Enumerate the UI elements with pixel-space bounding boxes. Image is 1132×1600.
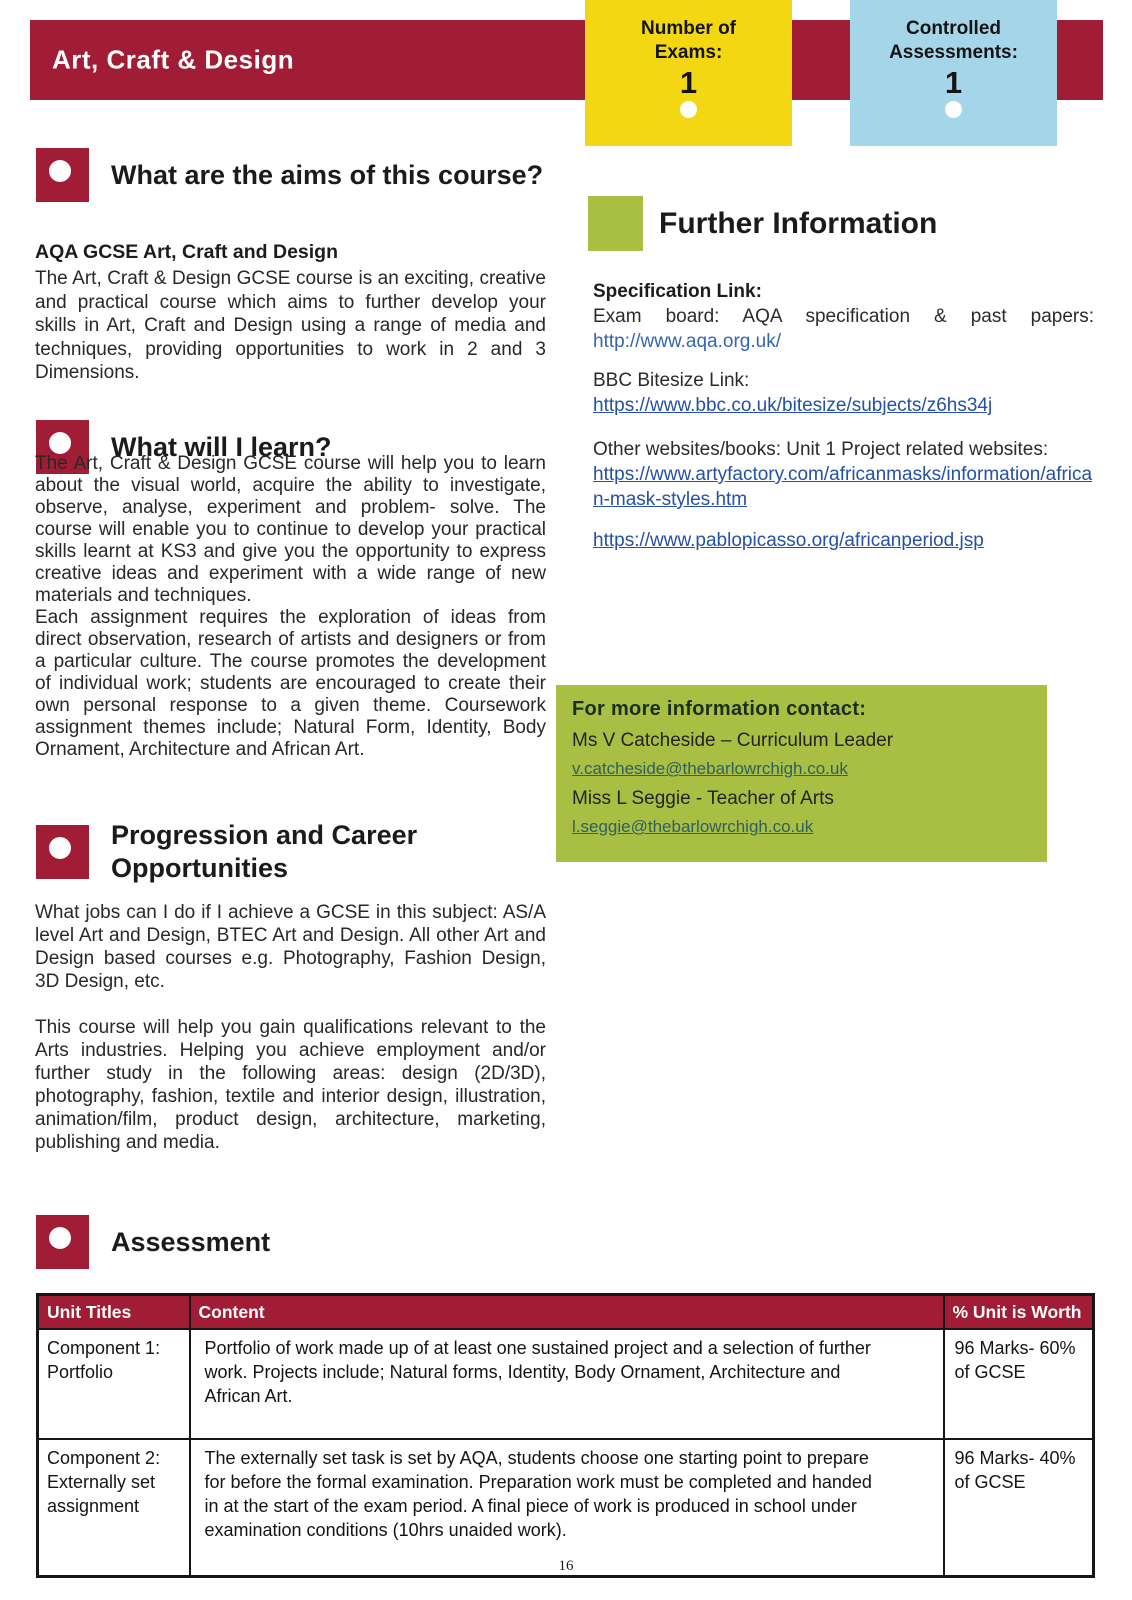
exams-label-line1: Number of <box>641 18 736 39</box>
bullet-circle-icon <box>49 1227 71 1249</box>
column-header-content: Content <box>190 1295 944 1330</box>
pablopicasso-block <box>593 528 1094 553</box>
content-cell: Portfolio of work made up of at least one sustained project and a selection of further work. Projects include; Natural forms, Identity, Body Ornament, Architecture and African Art. <box>190 1329 944 1439</box>
exams-label-line2: Exams: <box>654 42 723 63</box>
aims-subheading: AQA GCSE Art, Craft and Design <box>35 241 339 263</box>
learn-body <box>35 453 546 761</box>
assessment-heading: Assessment <box>111 1226 271 1257</box>
contact-person-1: Ms V Catcheside – Curriculum Leader <box>572 730 894 751</box>
aqa-link[interactable]: http://www.aqa.org.uk/ <box>593 331 781 352</box>
section-bullet-icon <box>36 1215 89 1269</box>
controlled-label-line1: Controlled <box>906 18 1001 39</box>
bbc-label: BBC Bitesize Link: <box>593 370 750 391</box>
specification-text: Exam board: AQA specification & past papers: <box>593 306 1094 327</box>
bbc-bitesize-link[interactable]: https://www.bbc.co.uk/bitesize/subjects/z6hs34j <box>593 395 993 416</box>
unit-cell: Component 1: Portfolio <box>38 1329 190 1439</box>
section-bullet-icon <box>36 825 89 879</box>
worth-cell: 96 Marks- 40% of GCSE <box>944 1439 1094 1577</box>
contact-email-1[interactable]: v.catcheside@thebarlowrchigh.co.uk <box>572 759 848 778</box>
section-header-progression <box>36 819 441 885</box>
white-dot-icon <box>945 101 962 118</box>
artyfactory-link[interactable]: https://www.artyfactory.com/africanmasks/information/african-mask-styles.htm <box>593 464 1093 510</box>
controlled-label-line2: Assessments: <box>889 42 1018 63</box>
contact-email-2[interactable]: l.seggie@thebarlowrchigh.co.uk <box>572 817 814 836</box>
section-header-aims <box>36 148 543 202</box>
content-cell: The externally set task is set by AQA, students choose one starting point to prepare for before the formal examination. Preparation work must be completed and handed in at the start of the exam period. A final piece of work is produced in school under examination conditions (10hrs unaided work). <box>190 1439 944 1577</box>
progression-body-1: What jobs can I do if I achieve a GCSE in this subject: AS/A level Art and Design, BTEC Art and Design. All other Art and Design based courses e.g. Photography, Fashion Design, 3D Design, etc. <box>35 902 546 992</box>
specification-label: Specification Link: <box>593 281 762 302</box>
page-title: Art, Craft & Design <box>52 44 295 75</box>
other-websites-label: Other websites/books: Unit 1 Project related websites: <box>593 439 1049 460</box>
bullet-circle-icon <box>49 160 71 182</box>
further-info-heading: Further Information <box>659 207 938 240</box>
green-square-icon <box>588 196 643 251</box>
table-header-row <box>38 1295 1094 1330</box>
column-header-unit-titles: Unit Titles <box>38 1295 190 1330</box>
unit-cell: Component 2: Externally set assignment <box>38 1439 190 1577</box>
contact-box <box>556 685 1047 862</box>
learn-paragraph-2: Each assignment requires the exploration of ideas from direct observation, research of artists and designers or from a particular culture. The course promotes the development of individual work; students are encouraged to create their own personal response to a given theme. Coursework assignment themes include; Natural Form, Identity, Body Ornament, Architecture and African Art. <box>35 607 546 760</box>
exams-count: 1 <box>679 65 698 100</box>
section-header-assessment <box>36 1215 270 1269</box>
table-row <box>38 1329 1094 1439</box>
bullet-circle-icon <box>49 432 71 454</box>
learn-paragraph-1: The Art, Craft & Design GCSE course will help you to learn about the visual world, acquire the ability to investigate, observe, analyse, experiment and problem- solve. The course will enable you to continue to develop your practical skills learnt at KS3 and give you the opportunity to express creative ideas and experiment with a wide range of new materials and techniques. <box>35 453 546 606</box>
bullet-circle-icon <box>49 837 71 859</box>
contact-person-2: Miss L Seggie - Teacher of Arts <box>572 788 834 809</box>
learn-heading: What will I learn? <box>111 431 332 462</box>
section-header-further-info <box>588 196 937 251</box>
bbc-block <box>593 368 1094 418</box>
column-header-unit-is-worth: % Unit is Worth <box>944 1295 1094 1330</box>
other-websites-block <box>593 437 1094 512</box>
assessment-table <box>36 1293 1095 1578</box>
section-bullet-icon <box>36 148 89 202</box>
controlled-count: 1 <box>944 65 963 100</box>
progression-body-2: This course will help you gain qualifications relevant to the Arts industries. Helping you achieve employment and/or further study in the following areas: design (2D/3D), photography, fashion, textile and interior design, illustration, animation/film, product design, architecture, marketing, publishing and media. <box>35 1017 546 1153</box>
aims-heading: What are the aims of this course? <box>111 159 544 190</box>
contact-heading: For more information contact: <box>572 698 867 720</box>
specification-block <box>593 279 1094 354</box>
pablopicasso-link[interactable]: https://www.pablopicasso.org/africanperiod.jsp <box>593 530 984 551</box>
worth-cell: 96 Marks- 60% of GCSE <box>944 1329 1094 1439</box>
aims-body: The Art, Craft & Design GCSE course is an exciting, creative and practical course which aims to further develop your skills in Art, Craft and Design using a range of media and techniques, providing opportunities to work in 2 and 3 Dimensions. <box>35 268 546 383</box>
controlled-assessments-badge <box>850 0 1057 146</box>
progression-heading: Progression and Career Opportunities <box>111 820 418 883</box>
table-row <box>38 1439 1094 1577</box>
white-dot-icon <box>680 101 697 118</box>
page-number: 16 <box>558 1558 574 1574</box>
number-of-exams-badge <box>585 0 792 146</box>
